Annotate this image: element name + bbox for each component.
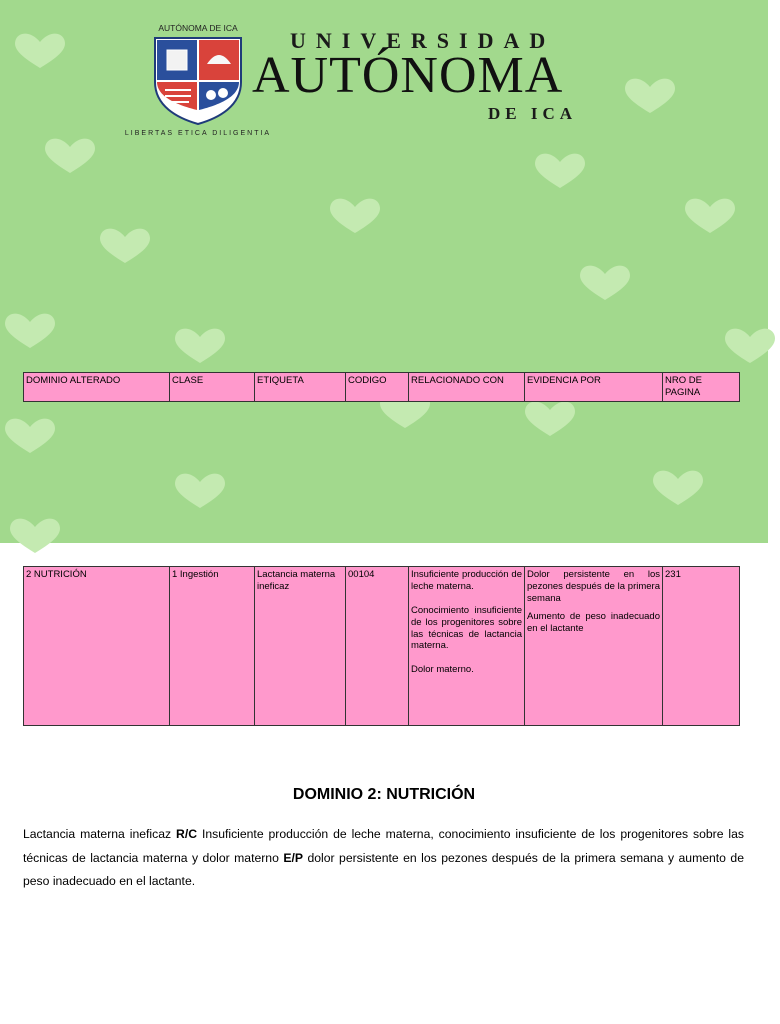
header-relacionado: RELACIONADO CON xyxy=(409,373,525,402)
cell-dominio: 2 NUTRICIÓN xyxy=(24,567,170,726)
paragraph-part2: Insuficiente producción de leche materna, conocimiento insuficiente de los progenitores sobre las técnicas de lactancia materna y dolor materno xyxy=(23,827,744,865)
university-name-main: AUTÓNOMA xyxy=(252,47,564,104)
university-name-sub: DE ICA xyxy=(488,104,578,123)
evidencia-item: Aumento de peso inadecuado en el lactante xyxy=(527,610,660,634)
heart-icon xyxy=(170,470,230,510)
seal-text: AUTÓNOMA DE ICA xyxy=(158,23,238,33)
heart-icon xyxy=(530,150,590,190)
table-header-row xyxy=(24,373,740,402)
heart-icon xyxy=(575,262,635,302)
heart-icon xyxy=(325,195,385,235)
cell-etiqueta: Lactancia materna ineficaz xyxy=(255,567,346,726)
relacionado-item: Conocimiento insuficiente de los progenitores sobre las técnicas de lactancia materna. xyxy=(411,604,522,652)
header-evidencia: EVIDENCIA POR xyxy=(525,373,663,402)
paragraph-part3: dolor persistente en los pezones después de la primera semana y aumento de peso inadecuado en el lactante. xyxy=(23,850,744,888)
heart-icon xyxy=(520,398,580,438)
seal-motto: LIBERTAS ETICA DILIGENTIA xyxy=(124,130,272,137)
paragraph-ep: E/P xyxy=(283,850,303,865)
heart-icon xyxy=(0,415,60,455)
heart-icon xyxy=(620,75,680,115)
relacionado-item: Dolor materno. xyxy=(411,664,474,676)
evidencia-item: Dolor persistente en los pezones después de la primera semana xyxy=(527,569,660,604)
paragraph-rc: R/C xyxy=(176,827,198,841)
heart-icon xyxy=(720,325,780,365)
cell-codigo: 00104 xyxy=(346,567,409,726)
heart-icon xyxy=(648,467,708,507)
heart-icon xyxy=(0,310,60,350)
cell-clase: 1 Ingestión xyxy=(170,567,255,726)
section-title: DOMINIO 2: NUTRICIÓN xyxy=(292,786,476,803)
header-pagina: NRO DE PAGINA xyxy=(663,373,740,402)
header-etiqueta: ETIQUETA xyxy=(255,373,346,402)
cell-pagina: 231 xyxy=(663,567,740,726)
cell-evidencia xyxy=(525,567,663,726)
heart-icon xyxy=(5,515,65,555)
header-codigo: CODIGO xyxy=(346,373,409,402)
paragraph-part1: Lactancia materna ineficaz xyxy=(23,827,177,841)
diagnosis-header-table xyxy=(23,372,740,402)
cell-relacionado xyxy=(409,567,525,726)
diagnosis-paragraph xyxy=(23,823,744,894)
relacionado-item: Insuficiente producción de leche materna. xyxy=(411,569,522,592)
heart-icon xyxy=(170,325,230,365)
university-seal-logo xyxy=(124,20,272,138)
university-name-top: UNIVERSIDAD xyxy=(290,28,556,53)
diagnosis-data-table xyxy=(23,566,740,726)
header-clase: CLASE xyxy=(170,373,255,402)
heart-icon xyxy=(680,195,740,235)
header-dominio: DOMINIO ALTERADO xyxy=(24,373,170,402)
heart-icon xyxy=(95,225,155,265)
heart-icon xyxy=(40,135,100,175)
heart-icon xyxy=(10,30,70,70)
table-row xyxy=(24,567,740,726)
